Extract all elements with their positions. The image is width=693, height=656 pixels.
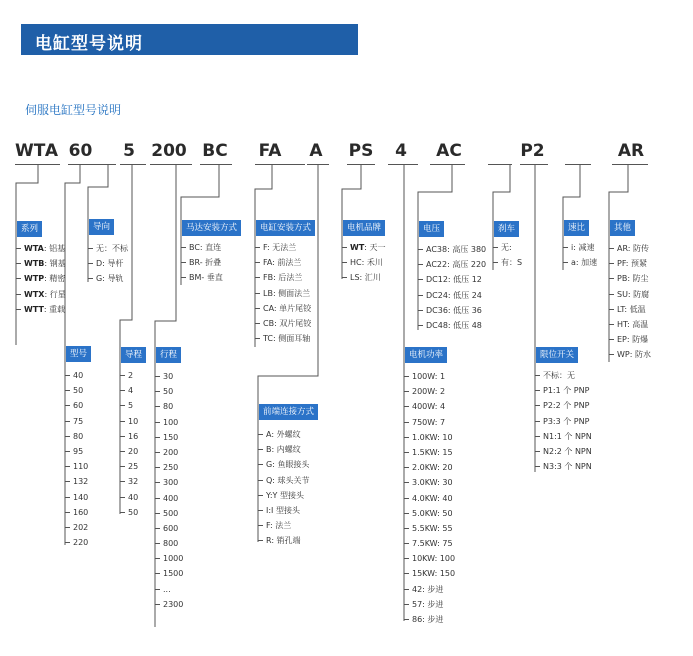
list-item: BM- 垂直 [181,270,223,285]
list-item: 4 [120,383,138,398]
front-conn-list [258,427,310,549]
group-header-motor-mount: 马达安装方式 [182,220,241,236]
list-item: 不标：无 [535,368,592,383]
list-item: 有：S [493,255,522,270]
list-item: WTX: 行星 [16,287,66,302]
list-item: A: 外螺纹 [258,427,310,442]
list-item: 42: 步进 [404,582,455,597]
list-item: 57: 步进 [404,597,455,612]
list-item: 无: [493,240,522,255]
list-item: B: 内螺纹 [258,442,310,457]
list-item: 132 [65,474,88,489]
list-item: P1:1 个 PNP [535,383,592,398]
list-item: i: 减速 [563,240,597,255]
list-item: 100W: 1 [404,369,455,384]
list-item: 15KW: 150 [404,566,455,581]
group-header-guide: 导向 [89,219,114,235]
list-item: HC: 禾川 [342,255,386,270]
list-item: 10KW: 100 [404,551,455,566]
group-header-motor-brand: 电机品牌 [343,220,385,236]
list-item: G: 导轨 [88,271,128,286]
brake-list [493,240,522,270]
code-part-other: AR [617,141,645,161]
list-item: 110 [65,459,88,474]
list-item: 400 [155,491,183,506]
list-item: WT: 天一 [342,240,386,255]
list-item: AR: 防传 [609,241,651,256]
list-item: 50 [120,505,138,520]
list-item: P2:2 个 PNP [535,398,592,413]
list-item: DC24: 低压 24 [418,288,486,303]
group-header-lead: 导程 [121,347,146,363]
list-item: 800 [155,536,183,551]
list-item: 300 [155,475,183,490]
cyl-mount-list [255,240,311,346]
list-item: FB: 后法兰 [255,270,311,285]
list-item: AC22: 高压 220 [418,257,486,272]
list-item: 202 [65,520,88,535]
list-item: EP: 防爆 [609,332,651,347]
motor-mount-list [181,240,223,286]
list-item: LS: 汇川 [342,270,386,285]
list-item: 20 [120,444,138,459]
group-header-other: 其他 [610,220,635,236]
list-item: LB: 侧面法兰 [255,286,311,301]
group-header-voltage: 电压 [419,221,444,237]
list-item: 75 [65,414,88,429]
motor-power-list [404,369,455,627]
list-item: 80 [155,399,183,414]
reducer-list [563,240,597,270]
code-part-stroke: 200 [151,141,187,161]
series-list [16,241,66,317]
list-item: LT: 低温 [609,302,651,317]
list-item: CA: 单片尾铰 [255,301,311,316]
group-header-limit: 限位开关 [536,347,578,363]
list-item: 1000 [155,551,183,566]
list-item: P3:3 个 PNP [535,414,592,429]
list-item: 2 [120,368,138,383]
other-list [609,241,651,363]
list-item: 2300 [155,597,183,612]
list-item: 160 [65,505,88,520]
page-title: 电缸型号说明 [35,34,143,54]
voltage-list [418,242,486,333]
group-header-stroke: 行程 [156,347,181,363]
group-header-brake: 刹车 [494,221,519,237]
list-item: 200W: 2 [404,384,455,399]
list-item: CB: 双片尾铰 [255,316,311,331]
guide-list [88,241,128,287]
motor-brand-list [342,240,386,286]
list-item: 80 [65,429,88,444]
list-item: I:I 型接头 [258,503,310,518]
code-part-model: 60 [68,141,93,161]
list-item: 200 [155,445,183,460]
list-item: 5 [120,398,138,413]
list-item: 250 [155,460,183,475]
list-item: 25 [120,459,138,474]
list-item: FA: 前法兰 [255,255,311,270]
list-item: D: 导杆 [88,256,128,271]
list-item: 60 [65,398,88,413]
list-item: WTA: 铝基 [16,241,66,256]
code-part-lead: 5 [123,141,135,161]
code-part-voltage: AC [436,141,462,161]
list-item: TC: 侧面耳轴 [255,331,311,346]
list-item: 150 [155,430,183,445]
list-item: ... [155,582,183,597]
list-item: DC36: 低压 36 [418,303,486,318]
code-part-series: A [44,141,59,161]
list-item: HT: 高温 [609,317,651,332]
list-item: BR- 折叠 [181,255,223,270]
list-item: WP: 防水 [609,347,651,362]
list-item: 400W: 4 [404,399,455,414]
list-item: 1500 [155,566,183,581]
list-item: 140 [65,490,88,505]
list-item: Y:Y 型接头 [258,488,310,503]
list-item: 2.0KW: 20 [404,460,455,475]
list-item: DC48: 低压 48 [418,318,486,333]
list-item: 10 [120,414,138,429]
list-item: WTP: 精密 [16,271,66,286]
group-header-model: 型号 [66,346,91,362]
list-item: PF: 预紧 [609,256,651,271]
list-item: 95 [65,444,88,459]
list-item: 5.5KW: 55 [404,521,455,536]
lead-list [120,368,138,520]
list-item: 500 [155,506,183,521]
list-item: PB: 防尘 [609,271,651,286]
group-header-series: 系列 [17,221,42,237]
list-item: WTT: 重载 [16,302,66,317]
list-item: 750W: 7 [404,415,455,430]
list-item: 5.0KW: 50 [404,506,455,521]
list-item: 40 [65,368,88,383]
list-item: 3.0KW: 30 [404,475,455,490]
list-item: G: 鱼眼接头 [258,457,310,472]
list-item: 无：不标 [88,241,128,256]
list-item: 40 [120,490,138,505]
list-item: 50 [65,383,88,398]
list-item: N3:3 个 NPN [535,459,592,474]
code-part-front-conn: A [309,141,323,161]
list-item: 50 [155,384,183,399]
list-item: 100 [155,415,183,430]
list-item: DC12: 低压 12 [418,272,486,287]
list-item: 32 [120,474,138,489]
code-part-motor-brand: PS [348,141,374,161]
list-item: WTB: 钢基 [16,256,66,271]
group-header-cyl-mount: 电缸安装方式 [256,220,315,236]
list-item: Q: 球头关节 [258,473,310,488]
list-item: N2:2 个 NPN [535,444,592,459]
list-item: 1.5KW: 15 [404,445,455,460]
group-header-motor-power: 电机功率 [405,347,447,363]
code-part-cyl-mount: FA [258,141,282,161]
list-item: N1:1 个 NPN [535,429,592,444]
list-item: 86: 步进 [404,612,455,627]
list-item: 220 [65,535,88,550]
list-item: F: 法兰 [258,518,310,533]
list-item: 7.5KW: 75 [404,536,455,551]
list-item: R: 销孔端 [258,533,310,548]
code-part-wt: WT [15,141,46,161]
code-part-power: 4 [395,141,407,161]
list-item: 4.0KW: 40 [404,491,455,506]
list-item: SU: 防腐 [609,287,651,302]
code-part-limit: P2 [520,141,545,161]
list-item: BC: 直连 [181,240,223,255]
limit-list [535,368,592,474]
list-item: 30 [155,369,183,384]
stroke-list [155,369,183,612]
code-part-motor-mount: BC [202,141,228,161]
list-item: a: 加速 [563,255,597,270]
group-header-reducer: 速比 [564,220,589,236]
list-item: AC38: 高压 380 [418,242,486,257]
subtitle: 伺服电缸型号说明 [25,103,122,117]
list-item: 600 [155,521,183,536]
list-item: F: 无法兰 [255,240,311,255]
list-item: 16 [120,429,138,444]
group-header-front-conn: 前端连接方式 [259,404,318,420]
list-item: 1.0KW: 10 [404,430,455,445]
model-list [65,368,88,550]
